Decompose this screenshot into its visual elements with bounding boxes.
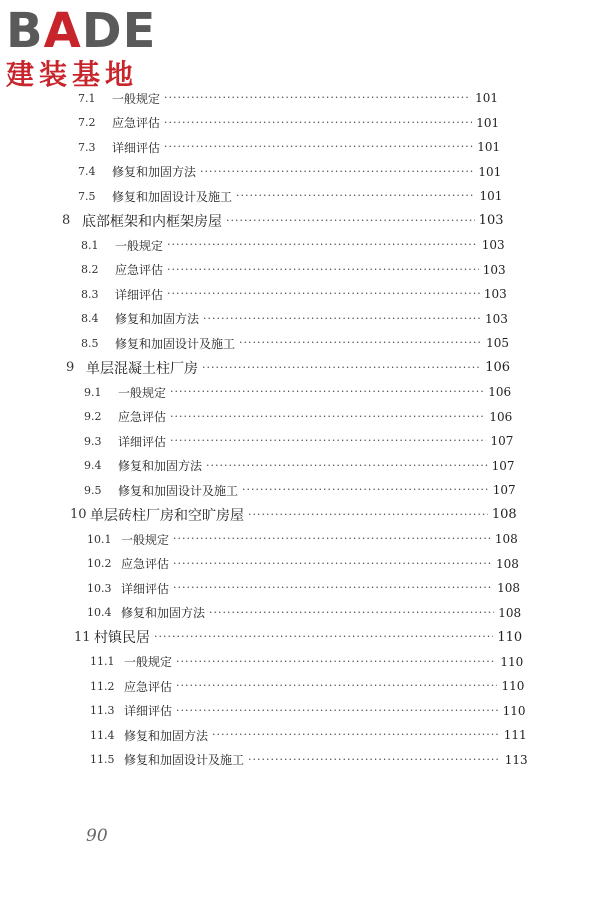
- toc-chapter-entry[interactable]: [0, 625, 522, 649]
- toc-entry-number: 8.1: [81, 238, 99, 252]
- leader-dots: [167, 237, 478, 253]
- toc-entry-title: 底部框架和内框架房屋: [82, 213, 222, 230]
- toc-entry-title: 村镇民居: [94, 630, 150, 646]
- toc-section-entry[interactable]: [0, 699, 526, 723]
- logo-wordmark: BADE: [6, 3, 157, 59]
- toc-entry-title: 一般规定: [121, 532, 170, 547]
- leader-dots: [170, 384, 484, 400]
- toc-entry-title: 应急评估: [121, 557, 170, 571]
- toc-entry-title: 一般规定: [115, 238, 164, 253]
- toc-entry-title: 修复和加固方法: [121, 606, 206, 620]
- leader-dots: [200, 164, 474, 180]
- leader-dots: [164, 90, 471, 106]
- toc-entry-page: 103: [482, 262, 506, 277]
- leader-dots: [239, 335, 482, 351]
- toc-section-entry[interactable]: [0, 160, 501, 184]
- toc-entry-page: 106: [489, 409, 513, 424]
- toc-entry-number: 11.4: [90, 728, 115, 742]
- toc-entry-page: 108: [491, 507, 517, 522]
- toc-entry-title: 修复和加固设计及施工: [115, 336, 236, 351]
- toc-entry-number: 11.2: [90, 679, 115, 693]
- toc-section-entry[interactable]: [0, 527, 518, 551]
- toc-entry-title: 修复和加固方法: [115, 312, 200, 326]
- toc-entry-title: 应急评估: [118, 410, 167, 424]
- leader-dots: [202, 360, 481, 376]
- toc-entry-title: 修复和加固设计及施工: [112, 189, 233, 204]
- leader-dots: [242, 482, 489, 498]
- toc-entry-page: 110: [502, 703, 526, 718]
- toc-entry-page: 113: [504, 752, 528, 767]
- toc-section-entry[interactable]: [0, 307, 508, 331]
- toc-section-entry[interactable]: [0, 674, 524, 698]
- toc-entry-number: 7.3: [78, 140, 96, 154]
- leader-dots: [173, 580, 493, 596]
- leader-dots: [176, 703, 499, 719]
- leader-dots: [167, 286, 480, 302]
- toc-entry-page: 108: [498, 605, 522, 620]
- toc-entry-title: 详细评估: [121, 581, 170, 596]
- toc-entry-page: 111: [503, 728, 527, 742]
- toc-entry-page: 101: [475, 91, 498, 105]
- toc-entry-title: 修复和加固方法: [112, 165, 197, 179]
- toc-entry-page: 101: [479, 189, 503, 203]
- toc-entry-title: 详细评估: [112, 140, 161, 155]
- toc-entry-page: 110: [500, 654, 524, 669]
- toc-chapter-entry[interactable]: [0, 209, 504, 233]
- toc-entry-title: 一般规定: [118, 385, 167, 400]
- leader-dots: [167, 262, 479, 278]
- leader-dots: [248, 507, 488, 523]
- toc-entry-page: 105: [486, 336, 509, 350]
- toc-entry-page: 110: [501, 679, 525, 693]
- toc-entry-title: 详细评估: [118, 434, 167, 449]
- leader-dots: [203, 311, 481, 327]
- toc-entry-number: 8.2: [81, 263, 99, 276]
- toc-entry-title: 一般规定: [112, 91, 161, 106]
- toc-section-entry[interactable]: [0, 184, 502, 208]
- toc-entry-number: 7.2: [78, 116, 96, 129]
- toc-entry-title: 应急评估: [112, 116, 161, 130]
- leader-dots: [248, 752, 501, 768]
- leader-dots: [226, 213, 475, 229]
- leader-dots: [212, 727, 500, 743]
- toc-entry-page: 106: [485, 360, 511, 375]
- leader-dots: [170, 409, 485, 425]
- toc-section-entry[interactable]: [0, 111, 499, 135]
- toc-entry-page: 103: [478, 213, 504, 228]
- toc-entry-page: 108: [495, 556, 519, 571]
- toc-entry-number: 8: [62, 213, 71, 228]
- toc-chapter-entry[interactable]: [0, 503, 517, 527]
- toc-entry-number: 9: [66, 360, 75, 375]
- toc-section-entry[interactable]: [0, 552, 519, 576]
- toc-section-entry[interactable]: [0, 233, 505, 257]
- toc-entry-title: 修复和加固设计及施工: [118, 483, 239, 498]
- toc-section-entry[interactable]: [0, 723, 527, 747]
- toc-entry-number: 9.1: [84, 385, 102, 399]
- toc-entry-number: 8.5: [81, 336, 99, 350]
- toc-entry-number: 10.4: [87, 606, 112, 619]
- toc-entry-title: 修复和加固方法: [124, 728, 209, 743]
- toc-entry-number: 9.2: [84, 410, 102, 423]
- toc-entry-page: 107: [490, 434, 514, 448]
- toc-entry-number: 7.1: [78, 91, 96, 105]
- toc-entry-number: 9.3: [84, 434, 102, 448]
- toc-entry-title: 一般规定: [124, 655, 173, 669]
- toc-entry-page: 107: [491, 458, 515, 473]
- toc-entry-page: 110: [497, 629, 523, 645]
- leader-dots: [154, 629, 493, 645]
- toc-section-entry[interactable]: [0, 601, 521, 625]
- toc-entry-page: 101: [478, 164, 502, 179]
- toc-entry-page: 108: [497, 581, 520, 595]
- leader-dots: [170, 433, 486, 449]
- toc-section-entry[interactable]: [0, 282, 507, 306]
- toc-entry-title: 详细评估: [124, 704, 173, 718]
- leader-dots: [173, 556, 492, 572]
- leader-dots: [209, 605, 494, 621]
- toc-section-entry[interactable]: [0, 478, 516, 502]
- toc-entry-title: 修复和加固方法: [118, 459, 203, 473]
- leader-dots: [173, 531, 491, 547]
- toc-section-entry[interactable]: [0, 454, 515, 478]
- leader-dots: [164, 115, 472, 131]
- toc-entry-number: 10.2: [87, 557, 112, 570]
- logo-subtitle: 建装基地: [6, 58, 139, 91]
- toc-entry-title: 详细评估: [115, 287, 164, 302]
- toc-entry-page: 103: [484, 311, 508, 326]
- toc-entry-number: 7.5: [78, 189, 96, 203]
- toc-entry-page: 103: [483, 287, 507, 301]
- toc-entry-number: 9.5: [84, 483, 102, 497]
- toc-entry-number: 11.3: [90, 704, 115, 717]
- toc-entry-page: 106: [488, 385, 512, 399]
- toc-section-entry[interactable]: [0, 331, 509, 355]
- toc-section-entry[interactable]: [0, 380, 511, 404]
- leader-dots: [176, 678, 497, 694]
- toc-section-entry[interactable]: [0, 405, 512, 429]
- toc-entry-number: 11: [74, 629, 91, 645]
- toc-entry-page: 101: [476, 115, 500, 130]
- toc-entry-number: 9.4: [84, 459, 102, 472]
- toc-section-entry[interactable]: [0, 650, 523, 674]
- toc-entry-number: 10: [70, 507, 87, 522]
- page-number: 90: [86, 826, 108, 846]
- toc-section-entry[interactable]: [0, 748, 528, 772]
- toc-entry-number: 11.5: [90, 753, 115, 766]
- toc-entry-number: 7.4: [78, 165, 96, 178]
- toc-entry-number: 8.4: [81, 312, 99, 325]
- bade-logo: [6, 4, 176, 96]
- toc-entry-page: 108: [494, 532, 518, 546]
- toc-section-entry[interactable]: [0, 258, 506, 282]
- toc-chapter-entry[interactable]: [0, 356, 510, 380]
- toc-entry-number: 11.1: [90, 655, 115, 668]
- toc-section-entry[interactable]: [0, 86, 498, 110]
- toc-entry-title: 单层砖柱厂房和空旷房屋: [90, 507, 244, 524]
- toc-entry-number: 10.3: [87, 581, 112, 595]
- toc-section-entry[interactable]: [0, 576, 520, 600]
- toc-entry-title: 单层混凝土柱厂房: [86, 360, 198, 377]
- toc-section-entry[interactable]: [0, 429, 513, 453]
- toc-entry-title: 应急评估: [124, 679, 173, 694]
- toc-entry-number: 8.3: [81, 287, 99, 301]
- toc-entry-number: 10.1: [87, 532, 112, 546]
- toc-section-entry[interactable]: [0, 135, 500, 159]
- leader-dots: [164, 139, 473, 155]
- toc-entry-page: 107: [492, 483, 516, 497]
- toc-entry-page: 103: [481, 238, 505, 252]
- leader-dots: [206, 458, 488, 474]
- toc-entry-title: 应急评估: [115, 263, 164, 277]
- toc-entry-title: 修复和加固设计及施工: [124, 753, 245, 767]
- leader-dots: [236, 188, 475, 204]
- toc-entry-page: 101: [477, 140, 501, 154]
- leader-dots: [176, 654, 496, 670]
